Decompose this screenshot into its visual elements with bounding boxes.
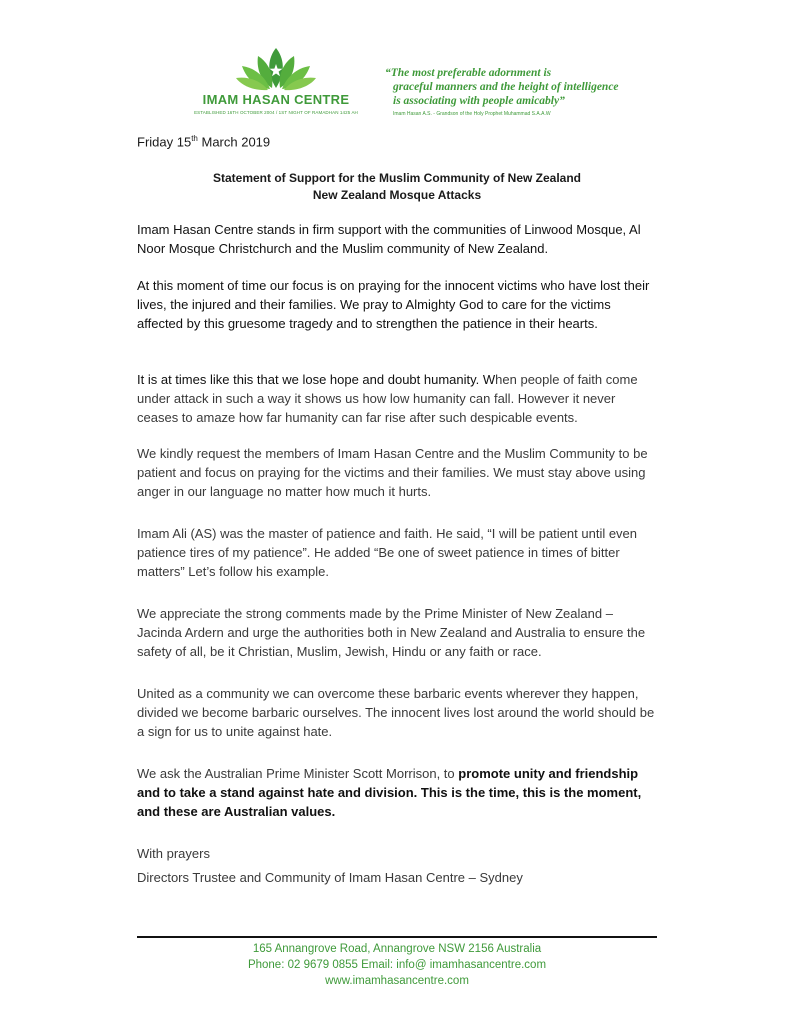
- date-month-year: March 2019: [197, 134, 271, 150]
- paragraph-humanity: [137, 370, 657, 427]
- signature: Directors Trustee and Community of Imam Hasan Centre – Sydney: [137, 870, 523, 885]
- header-quote: [385, 66, 655, 108]
- footer-contact: Phone: 02 9679 0855 Email: info@ imamhasancentre.com: [247, 959, 547, 971]
- letter-date: [137, 134, 270, 149]
- paragraph-request-pm: [137, 764, 657, 821]
- paragraph-imam-ali: Imam Ali (AS) was the master of patience and faith. He said, “I will be patient until even patience tires of my patience”. He added “Be one of sweet patience in times of bitter matters” Let’s follow his example.: [137, 526, 638, 579]
- paragraph-request: We kindly request the members of Imam Hasan Centre and the Muslim Community to be patient and focus on praying for the victims and their families. We must stay above using anger in our language no matter how much it hurts.: [137, 446, 648, 499]
- quote-attribution: Imam Hasan A.S. - Grandson of the Holy Prophet Muhammad S.A.A.W: [393, 111, 551, 117]
- paragraph-prayers: At this moment of time our focus is on praying for the innocent victims who have lost their lives, the injured and their families. We pray to Almighty God to care for the victims affected by this gruesome tragedy and to strengthen the patience in their hearts.: [137, 278, 650, 331]
- footer: [137, 941, 657, 989]
- logo-established: ESTABLISHED 16TH OCTOBER 2004 / 1ST NIGHT OF RAMADHAN 1425 AH: [194, 110, 358, 115]
- paragraph-humanity-rest: hen people of faith come under attack in such a way it shows us how low humanity can fall. However it never ceases to amaze how far humanity can far rise after such despicable events.: [137, 372, 638, 425]
- paragraph-support: Imam Hasan Centre stands in firm support with the communities of Linwood Mosque, Al Noor Mosque Christchurch and the Muslim community of New Zealand.: [137, 222, 641, 256]
- paragraph-humanity-lead: It is at times like this that we lose hope and doubt humanity. W: [137, 372, 496, 387]
- date-suffix: th: [191, 134, 198, 143]
- quote-line: graceful manners and the height of intelligence: [393, 81, 619, 93]
- statement-title: [137, 170, 657, 204]
- footer-website: www.imamhasancentre.com: [325, 975, 469, 987]
- footer-address: 165 Annangrove Road, Annangrove NSW 2156 Australia: [252, 943, 542, 955]
- paragraph-request-pm-lead: We ask the Australian Prime Minister Scott Morrison, to: [137, 766, 459, 781]
- subtitle-line: New Zealand Mosque Attacks: [312, 188, 482, 202]
- paragraph-request-pm-bold: promote unity and friendship and to take a stand against hate and division. This is the time, this is the moment, and these are Australian values.: [137, 766, 642, 819]
- lotus-icon: [234, 44, 318, 92]
- logo-name: IMAM HASAN CENTRE: [202, 92, 350, 107]
- quote-line: is associating with people amicably”: [393, 95, 565, 107]
- title-line: Statement of Support for the Muslim Community of New Zealand: [212, 171, 581, 185]
- quote-line: “The most preferable adornment is: [385, 67, 552, 79]
- paragraph-appreciation: We appreciate the strong comments made by the Prime Minister of New Zealand – Jacinda Ardern and urge the authorities both in New Zealand and Australia to ensure the safety of all, be it Christian, Muslim, Jewish, Hindu or any faith or race.: [137, 606, 646, 659]
- date-day: Friday 15: [137, 134, 192, 150]
- closing: With prayers: [137, 846, 210, 861]
- footer-divider: [137, 936, 657, 938]
- paragraph-united: United as a community we can overcome these barbaric events wherever they happen, divided we become barbaric ourselves. The innocent lives lost around the world should be a sign for us to unite against hate.: [137, 686, 655, 739]
